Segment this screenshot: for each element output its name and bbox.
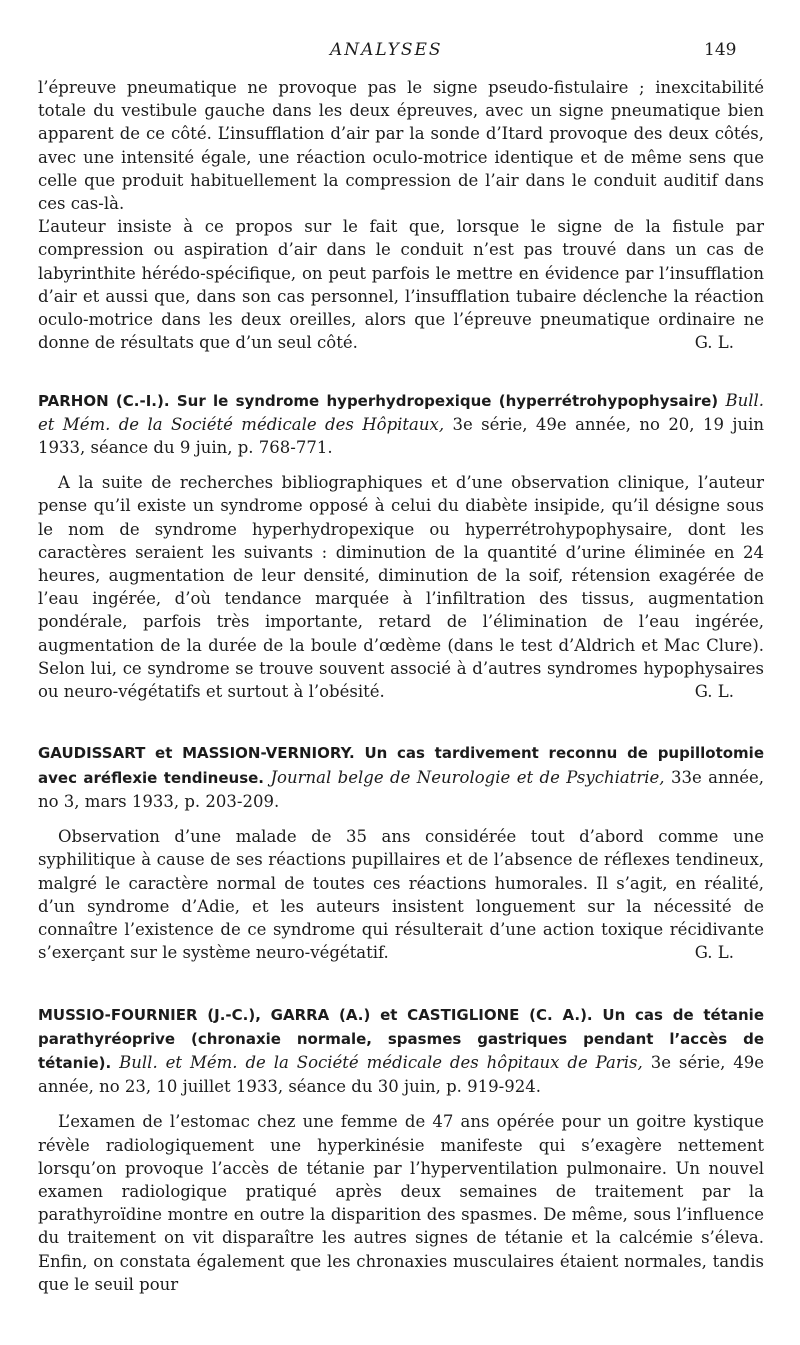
entry-abstract: L’examen de l’estomac chez une femme de 47 ans opérée pour un goitre kystique révèle radiologiquement une hyperkinésie manifeste qui s’exagère nettement lorsqu’on provoque l’accès de tétanie par l’hyperventilation pulmonaire. Un nouvel examen radiologique pratiqué après deux semaines de traitement par la parathyroïdine montre en outre la disparition des spasmes. De même, sous l’influence du traitement on vit disparaître les autres signes de tétanie et la calcémie s’éleva. Enfin, on constata également que les chronaxies musculaires étaient normales, tandis que le seuil pour xyxy=(38,1112,764,1294)
article-body xyxy=(38,76,764,1296)
continuation-paragraph: l’épreuve pneumatique ne provoque pas le signe pseudo-fistulaire ; inexcitabilité totale du vestibule gauche dans les deux épreuves, avec un signe pneumatique bien apparent de ce côté. L’insufflation d’air par la sonde d’Itard provoque des deux côtés, avec une intensité égale, une réaction oculo-motrice identique et de même sens que celle que produit habituellement la compression de l’air dans le conduit auditif dans ces cas-là. xyxy=(38,78,764,214)
entry-details: 3e série, 49e année, no 23, 10 juillet 1933, séance du 30 juin, p. 919-924. xyxy=(38,1052,765,1097)
entry-title: Un cas tardivement reconnu de pupillotomie avec aréflexie tendineuse. xyxy=(38,744,765,787)
entry-parhon xyxy=(38,389,764,704)
signature: G. L. xyxy=(694,682,734,702)
entry-authors: MUSSIO-FOURNIER (J.-C.), GARRA (A.) et CASTIGLIONE (C. A.). xyxy=(38,1005,593,1024)
entry-heading xyxy=(38,741,764,813)
entry-authors: GAUDISSART et MASSION-VERNIORY. xyxy=(38,744,355,763)
signature: G. L. xyxy=(694,943,734,963)
entry-title: Un cas de tétanie parathyréoprive (chronaxie normale, spasmes gastriques pendant l’accès de tétanie). xyxy=(38,1005,764,1072)
entry-details: 3e série, 49e année, no 20, 19 juin 1933, séance du 9 juin, p. 768-771. xyxy=(38,414,764,458)
entry-gaudissart xyxy=(38,741,764,964)
entry-details: 33e année, no 3, mars 1933, p. 203-209. xyxy=(38,767,765,811)
signature: G. L. xyxy=(694,333,734,353)
entry-mussio-fournier xyxy=(38,1003,764,1296)
entry-abstract: Observation d’une malade de 35 ans considérée tout d’abord comme une syphilitique à cause de ses réactions pupillaires et de l’absence de réflexes tendineux, malgré le caractère normal de toutes ces réactions humorales. Il s’agit, en réalité, d’un syndrome d’Adie, et les auteurs insistent longuement sur la nécessité de connaître l’existence de ce syndrome qui résulterait d’une action toxique récidivante s’exerçant sur le système neuro-végétatif. xyxy=(38,827,764,963)
entry-source: Bull. et Mém. de la Société médicale des hôpitaux de Paris, xyxy=(119,1052,643,1072)
continuation-paragraph: L’auteur insiste à ce propos sur le fait que, lorsque le signe de la fistule par compression ou aspiration d’air dans le conduit n’est pas trouvé dans un cas de labyrinthite hérédo-spécifique, on peut parfois le mettre en évidence par l’insufflation d’air et aussi que, dans son cas personnel, l’insufflation tubaire déclenche la réaction oculo-motrice dans les deux oreilles, alors que l’épreuve pneumatique ordinaire ne donne de résultats que d’un seul côté. xyxy=(38,217,764,353)
page-number: 149 xyxy=(704,40,737,60)
running-title: ANALYSES xyxy=(330,40,443,60)
entry-source: Bull. et Mém. de la Société médicale des Hôpitaux, xyxy=(38,390,764,434)
entry-authors: PARHON (C.-I.). xyxy=(38,391,170,410)
entry-title: Sur le syndrome hyperhydropexique (hyperrétrohypophysaire) xyxy=(176,391,719,410)
entry-source: Journal belge de Neurologie et de Psychiatrie, xyxy=(270,767,665,787)
entry-abstract: A la suite de recherches bibliographiques et d’une observation clinique, l’auteur pense qu’il existe un syndrome opposé à celui du diabète insipide, qu’il désigne sous le nom de syndrome hyperhydropexique ou hyperrétrohypophysaire, dont les caractères seraient les suivants : diminution de la quantité d’urine éliminée en 24 heures, augmentation de leur densité, diminution de la soif, rétension exagérée de l’eau ingérée, d’où tendance marquée à l’infiltration des tissus, augmentation pondérale, parfois très importante, retard de l’élimination de l’eau ingérée, augmentation de la durée de la boule d’œdème (dans le test d’Aldrich et Mac Clure). Selon lui, ce syndrome se trouve souvent associé à d’autres syndromes hypophysaires ou neuro-végétatifs et surtout à l’obésité. xyxy=(38,473,764,702)
entry-heading xyxy=(38,1003,764,1099)
entry-heading xyxy=(38,389,764,460)
